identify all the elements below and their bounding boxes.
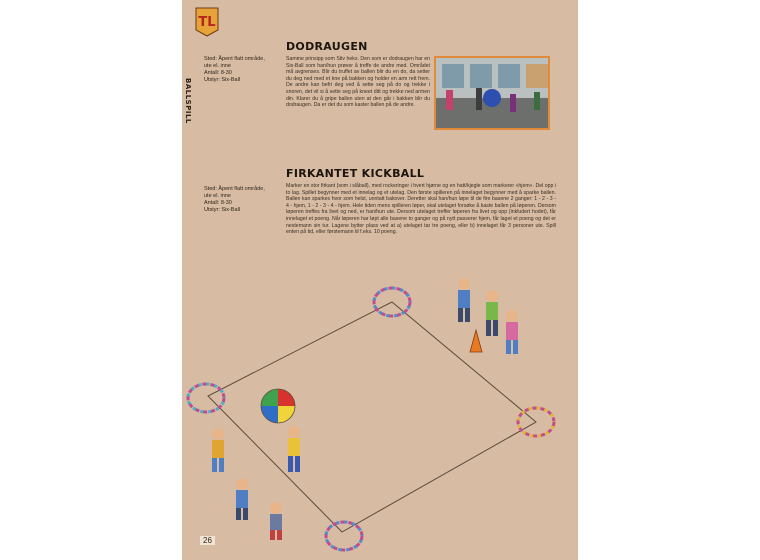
cone-icon bbox=[470, 330, 482, 352]
children-group-icon bbox=[458, 278, 518, 354]
dodraugen-meta bbox=[204, 56, 282, 84]
meta-line: Sted: Åpent flatt område, bbox=[204, 56, 265, 62]
children-group-icon bbox=[212, 426, 300, 540]
dodraugen-text: Samme prinsipp som Stiv heks. Den som er dodraugen har en Six-Ball som han/hun prøver å treffe de andre med. Området må avgrenses. Blir du truffet av ballen blir du en do, da setter du deg ned med et kne på bakken og holder en arm rett frem. De andre kan befri deg ved å sette seg på do og trekke i snoren, det vil si å sette seg på kneet ditt og trekke ned armen din. Klarer du å gripe ballen uten at den går i bakken blir du dodraugen. Da er det du som kaster ballen på de andre. bbox=[286, 56, 430, 109]
kickball-title: FIRKANTET KICKBALL bbox=[286, 167, 425, 180]
children-playing-photo bbox=[434, 56, 550, 130]
beach-ball-icon bbox=[261, 389, 295, 423]
meta-line: Sted: Åpent flatt område, bbox=[204, 186, 265, 192]
tl-logo-icon bbox=[194, 4, 220, 38]
meta-line: ute el. inne bbox=[204, 193, 231, 199]
meta-line: Antall: 8-30 bbox=[204, 70, 232, 76]
meta-line: Antall: 8-30 bbox=[204, 200, 232, 206]
hula-hoop-icon bbox=[326, 522, 362, 550]
meta-line: Utstyr: Six-Ball bbox=[204, 207, 241, 213]
dodraugen-title: DODRAUGEN bbox=[286, 40, 368, 53]
kickball-meta bbox=[204, 186, 282, 214]
book-page bbox=[182, 0, 578, 560]
kickball-text: Marker en stor firkant (som i slåball), med rockeringer i hvert hjørne og en hatt/kjegle som markerer «hjem». Del opp i to lag. Spillet begynner med et innelag og et utelag. Den første spilleren på innelaget begynner med å sparke ballen. Ballen kan sparkes hvor som helst, unntatt bakover. Deretter skal han/hun løpe til de fire basene 2 ganger: 1 - 2 - 3 - 4 - hjem, 1 - 2 - 3 - 4 - hjem. Hele tiden mens spilleren løper, skal utelaget forsøke å kaste ballen på løperen. Dersom løperen treffes fra livet og ned, er han/hun ute. Dersom utelaget treffer løperen fra livet og opp (inkludert hodet), får innelaget et poeng. Når løperen har løpt alle basene to ganger og på nytt passerer hjem, får laget et poeng og det er nestemann sin tur. Lagene bytter plass ved at a) utelaget tar tre poeng, eller b) innelaget får 3 personer ute. Spill enten på tid, eller førstemann til f.eks. 10 poeng. bbox=[286, 183, 556, 236]
kickball-field-illustration bbox=[182, 270, 578, 560]
side-section-label: BALLSPILL bbox=[184, 78, 192, 124]
meta-line: Utstyr: Six-Ball bbox=[204, 77, 241, 83]
meta-line: ute el. inne bbox=[204, 63, 231, 69]
page-number: 26 bbox=[200, 536, 215, 545]
svg-text:TL: TL bbox=[198, 15, 216, 30]
hula-hoop-icon bbox=[188, 384, 224, 412]
playground-photo-icon bbox=[436, 58, 550, 130]
